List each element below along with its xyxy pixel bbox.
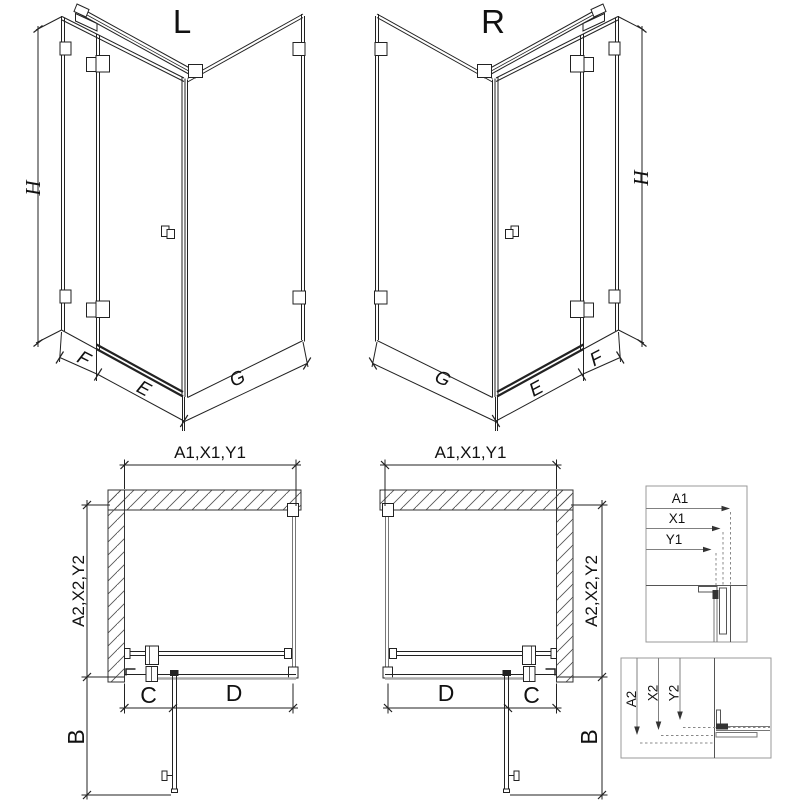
detail-label-y2: Y2 bbox=[666, 684, 682, 702]
dim-label-width-left-plan: A1,X1,Y1 bbox=[174, 443, 246, 462]
iso-view-right bbox=[369, 3, 653, 431]
detail-label-a2: A2 bbox=[624, 690, 639, 708]
dim-label-f-left: F bbox=[73, 347, 94, 372]
detail-box-width bbox=[646, 486, 747, 642]
plan-view-left bbox=[63, 443, 301, 800]
dim-label-g-right: G bbox=[431, 366, 454, 392]
dim-label-c-right-plan: C bbox=[523, 682, 540, 708]
dim-label-b-right-plan: B bbox=[576, 729, 602, 745]
wall-top-left-plan bbox=[108, 490, 301, 510]
arrow-y1-head bbox=[703, 547, 712, 553]
dim-label-d-right-plan: D bbox=[437, 680, 455, 706]
dim-label-c-left-plan: C bbox=[140, 682, 157, 708]
wall-side-right-plan bbox=[557, 490, 574, 682]
dim-label-depth-right-plan: A2,X2,Y2 bbox=[582, 555, 601, 627]
detail-box-width-border bbox=[646, 486, 747, 642]
detail-label-a1: A1 bbox=[671, 491, 689, 506]
iso-right-title: R bbox=[481, 3, 505, 40]
arrow-a2-head bbox=[634, 727, 640, 736]
arrow-a1-head bbox=[722, 506, 731, 512]
dim-label-h-left: H bbox=[21, 180, 45, 196]
dim-label-e-left: E bbox=[133, 376, 155, 402]
detail-label-x1: X1 bbox=[668, 511, 686, 526]
wall-side-left-plan bbox=[108, 490, 125, 682]
iso-view-left bbox=[21, 3, 311, 431]
detail-label-x2: X2 bbox=[645, 684, 661, 702]
arrow-y2-head bbox=[677, 712, 683, 721]
detail-label-y1: Y1 bbox=[665, 532, 683, 547]
dim-label-g-left: G bbox=[226, 366, 249, 392]
detail-box-depth bbox=[621, 658, 771, 758]
iso-left-title: L bbox=[172, 3, 192, 40]
profile-section-corner bbox=[713, 590, 719, 599]
dim-label-width-right-plan: A1,X1,Y1 bbox=[434, 443, 507, 462]
arrow-x2-head bbox=[656, 722, 662, 731]
dim-label-b-left-plan: B bbox=[63, 729, 89, 745]
dim-label-h-right: H bbox=[629, 170, 653, 186]
arrow-x1-head bbox=[712, 526, 721, 532]
profile-section-corner-2 bbox=[716, 724, 728, 730]
plan-view-right bbox=[380, 443, 608, 800]
dim-label-e-right: E bbox=[525, 376, 547, 402]
wall-top-right-plan bbox=[380, 490, 573, 510]
dim-label-f-right: F bbox=[586, 347, 607, 372]
dim-label-d-left-plan: D bbox=[225, 680, 243, 706]
dim-label-depth-left-plan: A2,X2,Y2 bbox=[69, 555, 88, 627]
